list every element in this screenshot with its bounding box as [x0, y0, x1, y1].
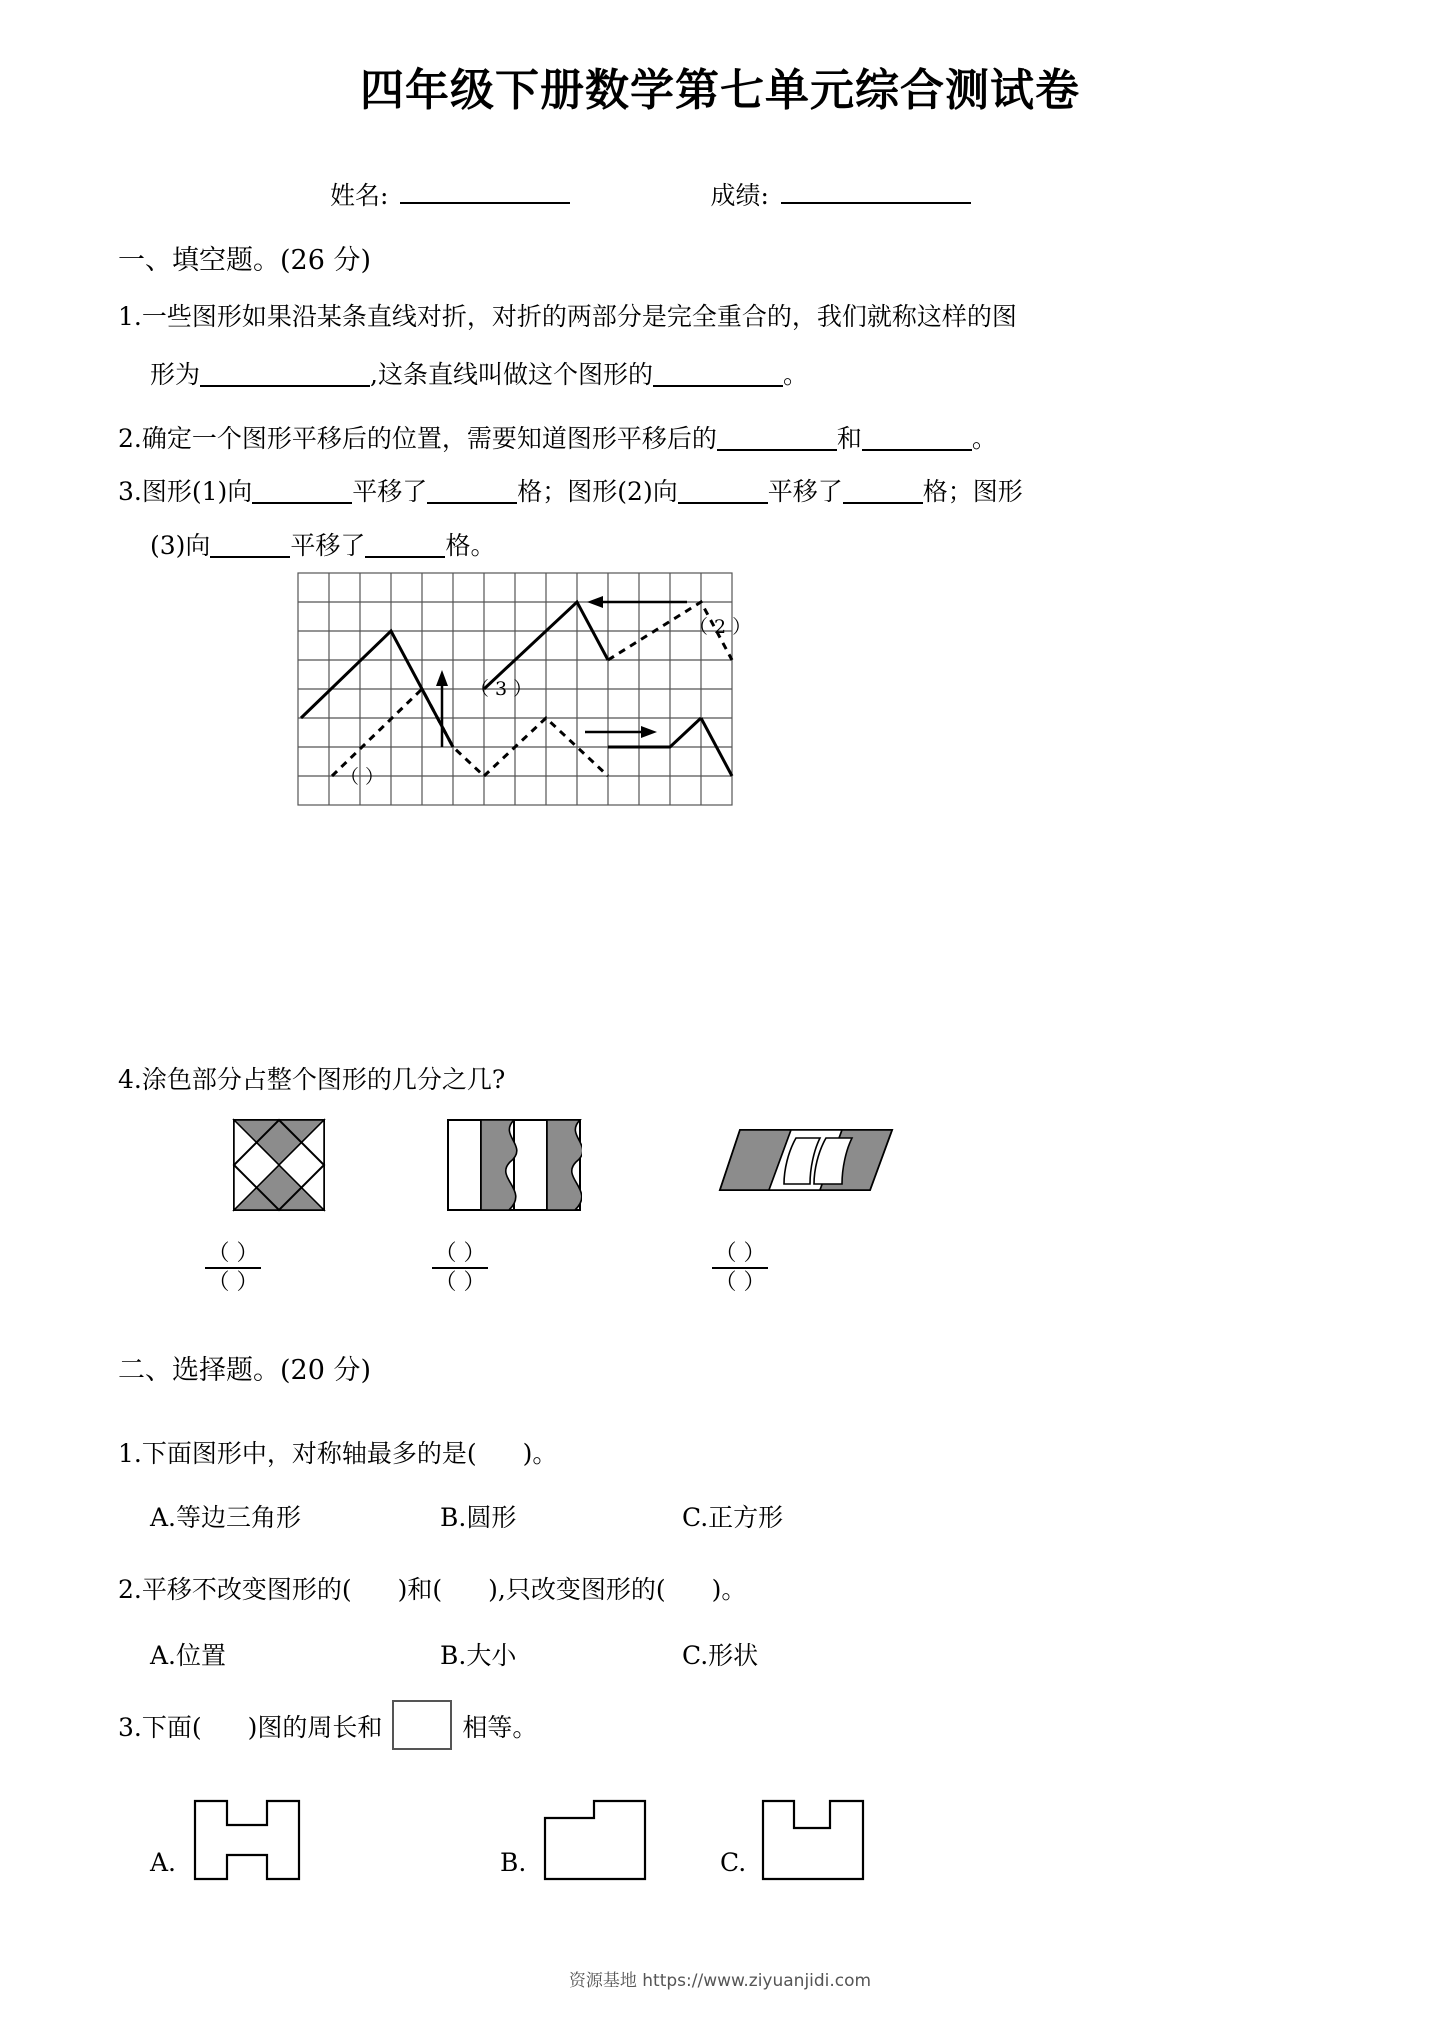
- q3-text-h: 格。: [445, 531, 496, 560]
- c3-text-c: 相等。: [462, 1713, 538, 1742]
- translation-grid-figure: [297, 572, 752, 812]
- q3-text-g: 平移了: [290, 531, 366, 560]
- c2-option-a[interactable]: A.位置: [150, 1641, 227, 1670]
- q2-text-b: 和: [836, 424, 862, 453]
- question-2: [118, 419, 997, 455]
- q3-blank-1[interactable]: [252, 502, 352, 504]
- c3-text-a: 3.下面(: [118, 1713, 202, 1742]
- option-b-shape[interactable]: [542, 1798, 648, 1882]
- question-1-line-2: [150, 355, 808, 391]
- fraction-numerator: （ ）: [434, 1241, 486, 1266]
- q1-text-a: 形为: [150, 360, 201, 389]
- grid-label-3: （ 3 ）: [470, 678, 533, 700]
- c1-option-b[interactable]: B.圆形: [440, 1503, 517, 1532]
- q2-text-a: 2.确定一个图形平移后的位置，需要知道图形平移后的: [118, 424, 717, 453]
- q3-blank-2[interactable]: [427, 502, 517, 504]
- c3-text-b: )图的周长和: [247, 1713, 383, 1742]
- q3-text-e: 格；图形: [922, 477, 1023, 506]
- question-4: 4.涂色部分占整个图形的几分之几?: [118, 1065, 506, 1094]
- q3-blank-6[interactable]: [365, 556, 445, 558]
- fraction-denominator: （ ）: [714, 1270, 766, 1296]
- fraction-numerator: （ ）: [207, 1241, 259, 1266]
- q3-text-d: 平移了: [767, 477, 843, 506]
- shaded-figure-parallelogram: [718, 1128, 894, 1198]
- c3-option-a-label[interactable]: A.: [150, 1848, 177, 1877]
- q1-blank-1[interactable]: [200, 385, 370, 387]
- q2-text-c: 。: [971, 424, 997, 453]
- q3-blank-5[interactable]: [210, 556, 290, 558]
- fraction-blank-1[interactable]: [205, 1242, 261, 1294]
- c2-option-b[interactable]: B.大小: [440, 1641, 517, 1670]
- fraction-numerator: （ ）: [714, 1241, 766, 1266]
- q1-text-c: 。: [782, 360, 808, 389]
- c1-stem: 1.下面图形中，对称轴最多的是(: [118, 1439, 477, 1468]
- q3-blank-3[interactable]: [678, 502, 768, 504]
- q3-text-f: (3)向: [150, 531, 211, 560]
- q2-blank-1[interactable]: [717, 449, 837, 451]
- section-1-heading: 一、填空题。(26 分): [118, 245, 372, 276]
- fraction-denominator: （ ）: [434, 1270, 486, 1296]
- grid-label-1: （ ）: [340, 766, 385, 788]
- page-title: 四年级下册数学第七单元综合测试卷: [360, 65, 1080, 116]
- c2-option-c[interactable]: C.形状: [682, 1641, 759, 1670]
- name-input-blank[interactable]: [400, 201, 570, 204]
- grid-label-2: （ 2 ）: [689, 616, 752, 638]
- fraction-bar: [712, 1267, 768, 1269]
- question-3-line-2: [150, 526, 495, 562]
- q3-text-a: 3.图形(1)向: [118, 477, 253, 506]
- section-2-heading: 二、选择题。(20 分): [118, 1355, 372, 1386]
- q3-text-b: 平移了: [352, 477, 428, 506]
- fraction-blank-3[interactable]: [712, 1242, 768, 1294]
- shaded-figure-rectangle: [446, 1118, 582, 1212]
- fraction-bar: [432, 1267, 488, 1269]
- choice-question-1: [118, 1434, 557, 1470]
- q3-blank-4[interactable]: [843, 502, 923, 504]
- q2-blank-2[interactable]: [862, 449, 972, 451]
- c1-stem-end: )。: [522, 1439, 558, 1468]
- name-label: 姓名:: [330, 181, 389, 210]
- c1-option-c[interactable]: C.正方形: [682, 1503, 784, 1532]
- question-3-line-1: [118, 472, 1023, 508]
- q1-text-b: ,这条直线叫做这个图形的: [370, 360, 653, 389]
- footer-watermark: 资源基地 https://www.ziyuanjidi.com: [568, 1971, 872, 1991]
- option-a-shape[interactable]: [192, 1798, 302, 1882]
- fraction-denominator: （ ）: [207, 1270, 259, 1296]
- score-input-blank[interactable]: [781, 201, 971, 204]
- c3-option-b-label[interactable]: B.: [500, 1848, 527, 1877]
- choice-question-3: [118, 1700, 537, 1750]
- c2-text-b: )和(: [397, 1575, 443, 1604]
- score-label: 成绩:: [710, 181, 769, 210]
- fraction-bar: [205, 1267, 261, 1269]
- choice-question-2: [118, 1570, 746, 1606]
- shaded-figure-square: [232, 1118, 326, 1212]
- reference-shape-box: [392, 1700, 452, 1750]
- q3-text-c: 格；图形(2)向: [517, 477, 678, 506]
- question-1-line-1: 1.一些图形如果沿某条直线对折，对折的两部分是完全重合的，我们就称这样的图: [118, 302, 1017, 331]
- option-c-shape[interactable]: [760, 1798, 866, 1882]
- student-info-row: [330, 176, 1310, 212]
- c1-option-a[interactable]: A.等边三角形: [150, 1503, 302, 1532]
- c3-option-c-label[interactable]: C.: [720, 1848, 747, 1877]
- c2-text-c: ),只改变图形的(: [488, 1575, 666, 1604]
- fraction-blank-2[interactable]: [432, 1242, 488, 1294]
- q1-blank-2[interactable]: [653, 385, 783, 387]
- c2-text-a: 2.平移不改变图形的(: [118, 1575, 352, 1604]
- c2-text-d: )。: [711, 1575, 747, 1604]
